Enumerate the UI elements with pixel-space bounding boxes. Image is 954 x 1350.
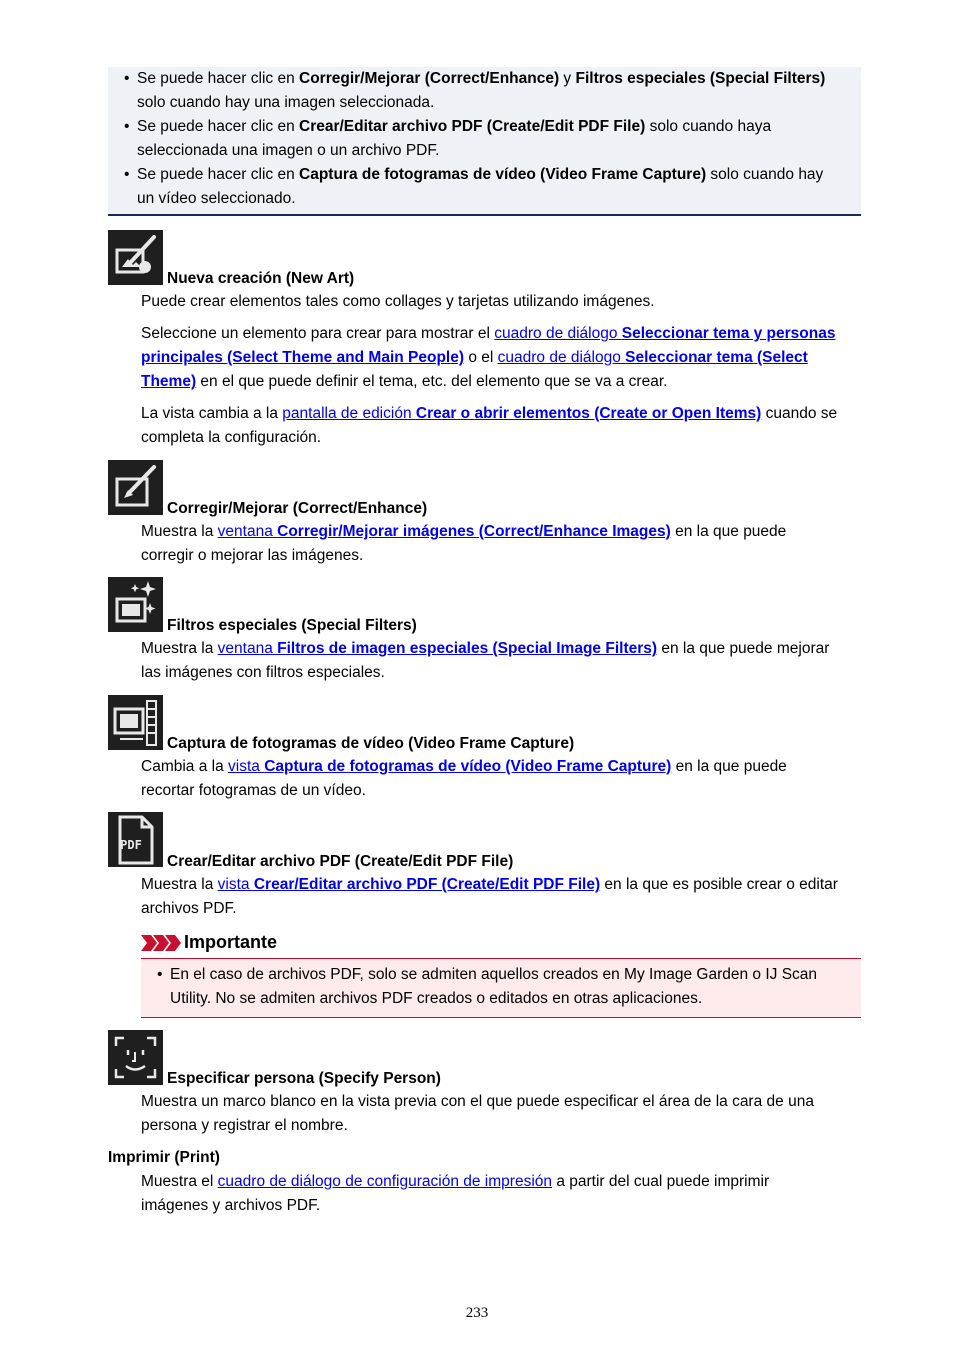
select-theme-people-link[interactable]: principales (Select Theme and Main People) [141, 349, 465, 366]
video-frame-capture-desc: Cambia a la vista Captura de fotogramas de vídeo (Video Frame Capture) en la que puede [141, 758, 787, 775]
new-art-paragraph: completa la configuración. [141, 429, 322, 446]
print-desc: imágenes y archivos PDF. [141, 1197, 321, 1214]
create-edit-pdf-link[interactable]: vista Crear/Editar archivo PDF (Create/Edit PDF File) [217, 876, 601, 893]
new-art-paragraph: Seleccione un elemento para crear para mostrar el cuadro de diálogo Seleccionar tema y personas [141, 325, 836, 342]
pdf-desc: archivos PDF. [141, 900, 237, 917]
print-desc: Muestra el cuadro de diálogo de configuración de impresión a partir del cual puede imprimir [141, 1173, 770, 1190]
correct-enhance-heading: Corregir/Mejorar (Correct/Enhance) [167, 500, 428, 517]
correct-enhance-desc: Muestra la ventana Corregir/Mejorar imágenes (Correct/Enhance Images) en la que puede [141, 523, 787, 540]
create-open-items-link[interactable]: pantalla de edición Crear o abrir elementos (Create or Open Items) [282, 405, 762, 422]
specify-person-heading: Especificar persona (Specify Person) [167, 1070, 441, 1087]
video-frame-capture-desc: recortar fotogramas de un vídeo. [141, 782, 366, 799]
new-art-paragraph: Theme) en el que puede definir el tema, etc. del elemento que se va a crear. [141, 373, 668, 390]
correct-enhance-desc: corregir o mejorar las imágenes. [141, 547, 364, 564]
specify-person-desc: Muestra un marco blanco en la vista previa con el que puede especificar el área de la cara de una [141, 1093, 814, 1110]
new-art-paragraph: La vista cambia a la pantalla de edición Crear o abrir elementos (Create or Open Items) cuando se [141, 405, 838, 422]
video-frame-capture-link[interactable]: vista Captura de fotogramas de vídeo (Video Frame Capture) [228, 758, 672, 775]
page-number: 233 [465, 1305, 489, 1321]
special-filters-desc: las imágenes con filtros especiales. [141, 664, 385, 681]
new-art-desc: Puede crear elementos tales como collages y tarjetas utilizando imágenes. [141, 293, 655, 310]
select-theme-link[interactable]: Theme) [141, 373, 197, 390]
important-title: Importante [184, 932, 278, 952]
print-heading: Imprimir (Print) [108, 1149, 220, 1166]
select-theme-people-link[interactable]: cuadro de diálogo Seleccionar tema y personas [494, 325, 836, 342]
pdf-file-icon [108, 812, 163, 867]
special-filters-desc: Muestra la ventana Filtros de imagen especiales (Special Image Filters) en la que puede mejorar [141, 640, 830, 657]
video-frame-capture-icon [108, 695, 163, 750]
important-header [141, 930, 861, 958]
svg-text:PDF: PDF [120, 838, 142, 852]
specify-person-desc: persona y registrar el nombre. [141, 1117, 348, 1134]
special-filters-heading: Filtros especiales (Special Filters) [167, 617, 417, 634]
special-filters-icon [108, 577, 163, 632]
correct-enhance-icon [108, 460, 163, 515]
new-art-paragraph: principales (Select Theme and Main People) o el cuadro de diálogo Seleccionar tema (Select [141, 349, 808, 366]
pdf-desc: Muestra la vista Crear/Editar archivo PDF (Create/Edit PDF File) en la que es posible crear o editar [141, 876, 838, 893]
pdf-heading: Crear/Editar archivo PDF (Create/Edit PDF File) [167, 853, 514, 870]
specify-person-icon [108, 1030, 163, 1085]
print-settings-dialog-link[interactable]: cuadro de diálogo de configuración de impresión [217, 1173, 553, 1190]
important-box: • En el caso de archivos PDF, solo se admiten aquellos creados en My Image Garden o IJ Scan Utility. No se admiten archivos PDF creados o editados en otras aplicaciones. [141, 958, 861, 1018]
note-box: • Se puede hacer clic en Corregir/Mejorar (Correct/Enhance) y Filtros especiales (Special Filters) solo cuando hay una imagen seleccionada. • Se puede hacer clic en Crear/Editar archivo PDF (Create/Edit PDF File) solo cuando haya seleccionada una imagen o un archivo PDF. • Se puede hacer clic en Captura de fotogramas de vídeo (Video Frame Capture) solo cuando hay un vídeo seleccionado. [108, 67, 861, 216]
important-arrows-icon [141, 935, 181, 951]
special-image-filters-link[interactable]: ventana Filtros de imagen especiales (Special Image Filters) [217, 640, 658, 657]
new-art-icon [108, 230, 163, 285]
correct-enhance-images-link[interactable]: ventana Corregir/Mejorar imágenes (Correct/Enhance Images) [217, 523, 671, 540]
select-theme-link[interactable]: cuadro de diálogo Seleccionar tema (Select [497, 349, 808, 366]
video-frame-capture-heading: Captura de fotogramas de vídeo (Video Frame Capture) [167, 735, 575, 752]
new-art-heading: Nueva creación (New Art) [167, 270, 355, 287]
